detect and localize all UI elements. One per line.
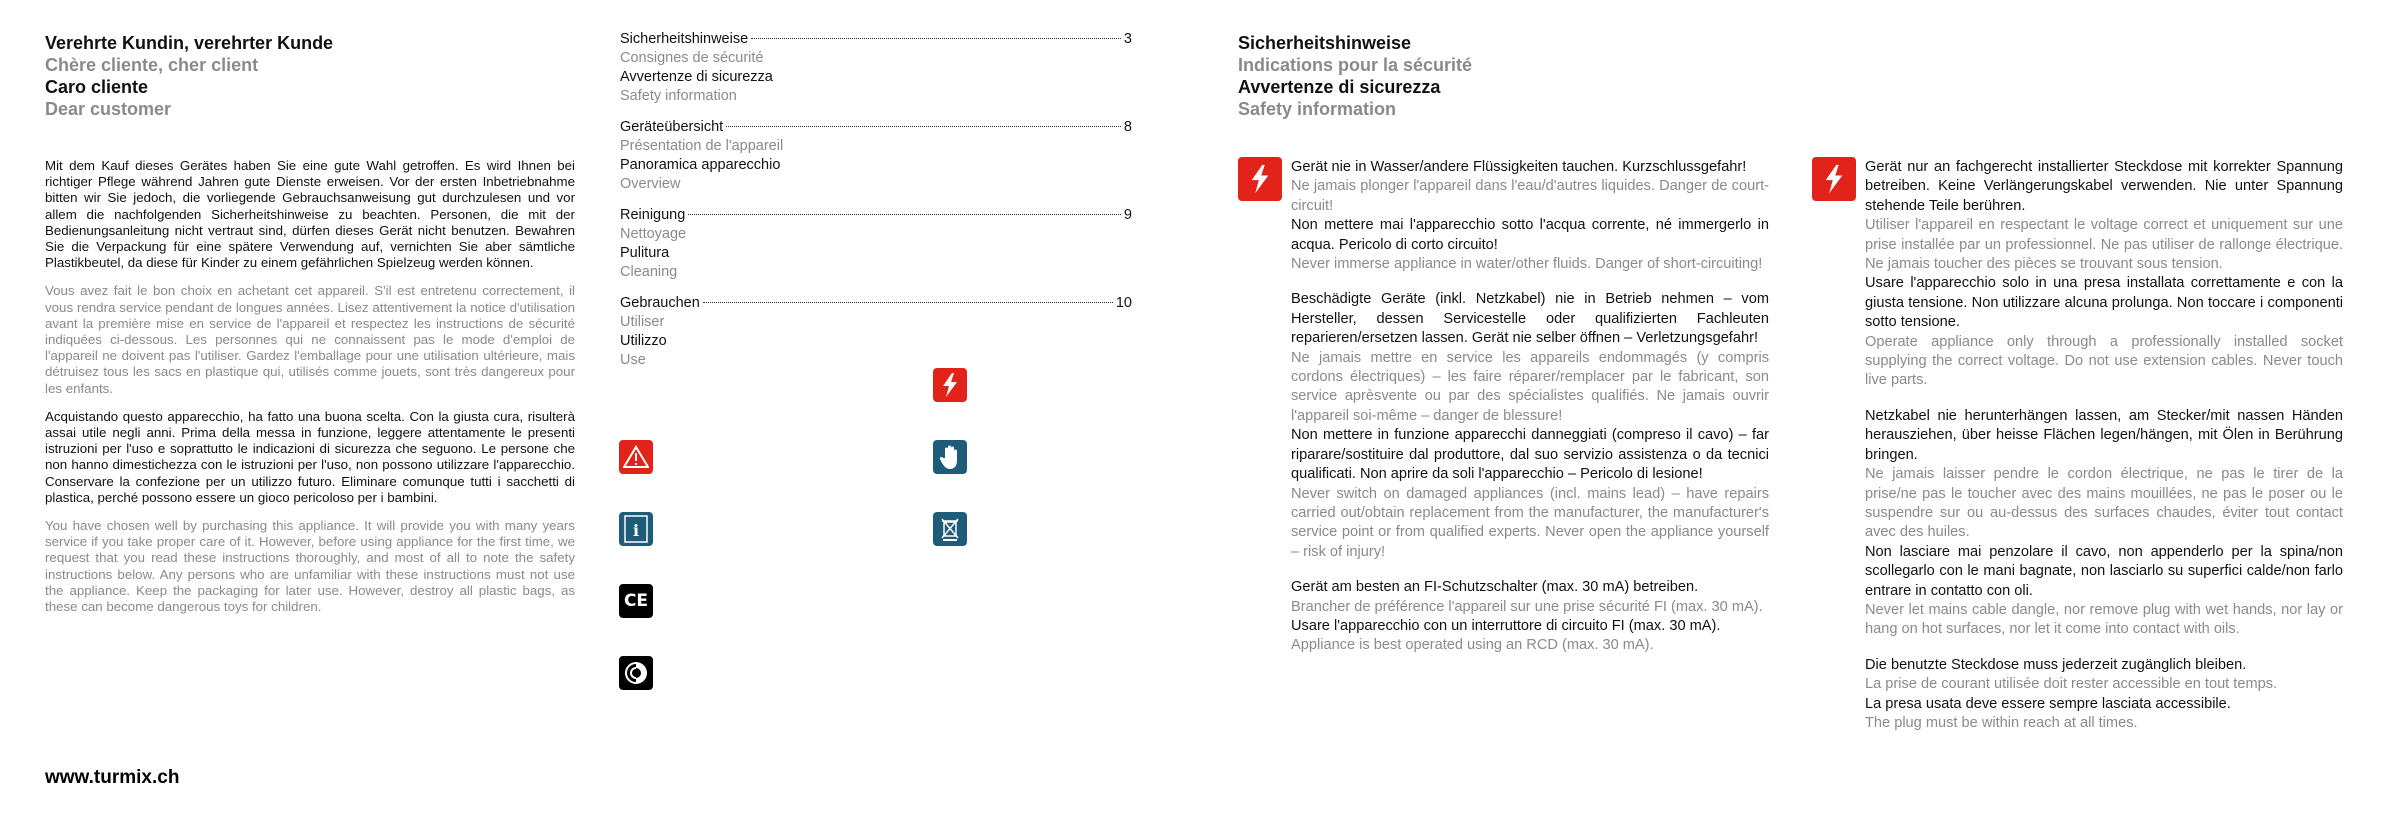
toc-page: 8: [1123, 119, 1132, 135]
lightning-icon: [1812, 157, 1856, 201]
safety-item-it: Non mettere mai l'apparecchio sotto l'acqua corrente, né immergerlo in acqua. Pericolo di corto circuito!: [1291, 217, 1769, 253]
safety-headings: [1238, 32, 1838, 120]
safety-item-en: Appliance is best operated using an RCD (max. 30 mA).: [1291, 637, 1654, 654]
table-of-contents: [620, 30, 1132, 370]
ce-mark-text: CE: [623, 591, 649, 611]
safety-right-column: [1865, 158, 2343, 733]
green-dot-icon: [619, 656, 653, 690]
safety-item-en: The plug must be within reach at all times.: [1865, 714, 2138, 731]
safety-item-de: Beschädigte Geräte (inkl. Netzkabel) nie in Betrieb nehmen – vom Hersteller, dessen Servicestelle oder qualifizierten Fachleuten reparieren/ersetzen lassen. Gerät nie selber öffnen – Verletzungsgefahr!: [1291, 291, 1769, 347]
safety-item-de: Gerät nur an fachgerecht installierter Steckdose mit korrekter Spannung betreiben. Keine Verlängerungskabel verwenden. Nie unter Spannung stehende Teile berühren.: [1865, 159, 2343, 214]
toc-page: 9: [1123, 207, 1132, 223]
intro-paragraph-de: Mit dem Kauf dieses Gerätes haben Sie eine gute Wahl getroffen. Es wird Ihnen bei richtiger Pflege während Jahren gute Dienste erweisen. Vor der ersten Inbetriebnahme bitten wir Sie jedoch, die vorliegende Gebrauchsanweisung gut durchzulesen und vor allem die nachfolgenden Sicherheitshinweise zu beachten. Personen, die mit der Bedienungsanleitung nicht vertraut sind, dürfen dieses Gerät nicht benutzen. Bewahren Sie die Verpackung für eine spätere Verwendung auf, vernichten Sie aber sämtliche Plastikbeutel, da diese für Kinder zu einem gefährlichen Spielzeug werden können.: [45, 158, 575, 271]
toc-title-en: Cleaning: [620, 264, 678, 280]
toc-entry[interactable]: [620, 118, 1132, 194]
info-icon-letter: i: [632, 521, 640, 540]
toc-title-fr: Consignes de sécurité: [620, 50, 764, 66]
intro-heading-de: Verehrte Kundin, verehrter Kunde: [45, 33, 334, 53]
toc-title: Geräteübersicht: [620, 119, 724, 135]
intro-heading-it: Caro cliente: [45, 77, 149, 97]
toc-title: Sicherheitshinweise: [620, 31, 749, 47]
safety-item-de: Die benutzte Steckdose muss jederzeit zugänglich bleiben.: [1865, 656, 2247, 673]
toc-title: Gebrauchen: [620, 295, 700, 311]
toc-title-it: Panoramica apparecchio: [620, 157, 781, 173]
lightning-icon: [1238, 157, 1282, 201]
ce-mark-icon: [619, 584, 653, 618]
info-icon: [619, 512, 653, 546]
toc-entry[interactable]: [620, 206, 1132, 282]
toc-page: 3: [1123, 31, 1132, 47]
safety-heading-it: Avvertenze di sicurezza: [1238, 77, 1441, 97]
safety-item-fr: Ne jamais mettre en service les appareils endommagés (y compris cordons électriques) – les faire réparer/remplacer par le fabricant, son service aprèsvente ou par des spécialistes qualifiés. Ne jamais ouvrir l'appareil soi-même – danger de blessure!: [1291, 349, 1769, 424]
toc-title-fr: Présentation de l'appareil: [620, 138, 784, 154]
toc-entry[interactable]: [620, 30, 1132, 106]
safety-heading-fr: Indications pour la sécurité: [1238, 55, 1473, 75]
safety-item-en: Never switch on damaged appliances (incl. mains lead) – have repairs carried out/obtain replacement from the manufacturer, the manufacturer's service point or from qualified experts. Never open the appliance yourself – risk of injury!: [1291, 485, 1769, 560]
intro-paragraphs: [45, 158, 575, 615]
safety-item-de: Gerät nie in Wasser/andere Flüssigkeiten tauchen. Kurzschlussgefahr!: [1291, 159, 1747, 175]
hand-icon: [933, 440, 967, 474]
safety-item-fr: Ne jamais laisser pendre le cordon électrique, ne pas le tirer de la prise/ne pas le toucher avec des mains mouillées, ne pas le poser ou le suspendre sur ou au-dessus des surfaces chaudes, éviter tout contact avec des huiles.: [1865, 466, 2343, 541]
website-link[interactable]: www.turmix.ch: [45, 767, 180, 788]
intro-column: [45, 32, 575, 120]
toc-title-fr: Nettoyage: [620, 226, 687, 242]
toc-entry[interactable]: [620, 294, 1132, 370]
toc-title-it: Pulitura: [620, 245, 670, 261]
intro-paragraph-it: Acquistando questo apparecchio, ha fatto una buona scelta. Con la giusta cura, risulterà assai utile negli anni. Prima della messa in funzione, leggere attentamente le presenti istruzioni per l'uso e soprattutto le indicazioni di sicurezza che seguono. Le persone che non hanno dimestichezza con le istruzioni per l'uso, non possono utilizzare l'apparecchio. Conservare la confezione per un utilizzo futuro. Eliminare comunque tutti i sacchetti di plastica, perché possono essere un gioco pericoloso per i bambini.: [45, 408, 575, 505]
safety-item-it: La presa usata deve essere sempre lasciata accessibile.: [1865, 695, 2231, 712]
safety-item-it: Usare l'apparecchio con un interruttore di circuito FI (max. 30 mA).: [1291, 617, 1721, 634]
toc-title-fr: Utiliser: [620, 314, 665, 330]
toc-title-it: Utilizzo: [620, 333, 667, 349]
safety-item-fr: Brancher de préférence l'appareil sur une prise sécurité FI (max. 30 mA).: [1291, 598, 1763, 615]
safety-item-en: Operate appliance only through a professionally installed socket supplying the correct voltage. Do not use extension cables. Never touch live parts.: [1865, 333, 2343, 389]
intro-paragraph-en: You have chosen well by purchasing this appliance. It will provide you with many years service if you take proper care of it. However, before using appliance for the first time, we request that you read these instructions thoroughly, and most of all to note the safety instructions below. Any persons who are unfamiliar with these instructions must not use the appliance. Keep the packaging for later use. However, destroy all plastic bags, as these can become dangerous toys for children.: [45, 518, 575, 615]
warning-triangle-icon: [619, 440, 653, 474]
intro-heading-en: Dear customer: [45, 99, 172, 119]
safety-item-en: Never let mains cable dangle, nor remove plug with wet hands, nor lay or hang on hot surfaces, nor let it come into contact with oils.: [1865, 601, 2343, 638]
safety-item-fr: Utiliser l'appareil en respectant le voltage correct et uniquement sur une prise installée par un professionnel. Ne pas utiliser de rallonge électrique. Ne jamais toucher des pièces se trouvant sous tension.: [1865, 217, 2343, 273]
lightning-icon: [933, 368, 967, 402]
toc-title: Reinigung: [620, 207, 686, 223]
toc-title-it: Avvertenze di sicurezza: [620, 69, 773, 85]
disposal-bin-icon: [933, 512, 967, 546]
intro-paragraph-fr: Vous avez fait le bon choix en achetant cet appareil. S'il est entretenu correctement, il vous rendra service pendant de longues années. Lisez attentivement la notice d'utilisation avant la première mise en service de l'appareil et respectez les instructions de sécurité indiquées ci-dessous. Les personnes qui ne connaissent pas le mode d'emploi de l'appareil ne doivent pas l'utiliser. Gardez l'emballage pour une utilisation ultérieure, mais détruisez tous les sacs en plastique qui, utilisés comme jouets, sont très dangereux pour les enfants.: [45, 283, 575, 396]
safety-item-it: Non mettere in funzione apparecchi danneggiati (compreso il cavo) – far riparare/sostituire dal produttore, dal suo servizio assistenza o da tecnici qualificati. Non aprire da soli l'apparecchio – Pericolo di lesione!: [1291, 427, 1769, 483]
toc-title-en: Use: [620, 352, 646, 368]
safety-heading-en: Safety information: [1238, 99, 1397, 119]
safety-item-fr: La prise de courant utilisée doit rester accessible en tout temps.: [1865, 676, 2278, 693]
safety-item-de: Netzkabel nie herunterhängen lassen, am Stecker/mit nassen Händen herausziehen, über heisse Flächen legen/hängen, mit Ölen in Berührung bringen.: [1865, 407, 2343, 463]
safety-heading-de: Sicherheitshinweise: [1238, 33, 1412, 53]
safety-item-en: Never immerse appliance in water/other fluids. Danger of short-circuiting!: [1291, 256, 1763, 273]
safety-item-fr: Ne jamais plonger l'appareil dans l'eau/d'autres liquides. Danger de court-circuit!: [1291, 178, 1769, 214]
toc-title-en: Safety information: [620, 88, 737, 104]
toc-title-en: Overview: [620, 176, 681, 192]
intro-heading-fr: Chère cliente, cher client: [45, 55, 259, 75]
safety-item-it: Usare l'apparecchio solo in una presa installata correttamente e con la giusta tensione. Non utilizzare alcuna prolunga. Non toccare i componenti sotto tensione.: [1865, 275, 2343, 331]
toc-page: 10: [1115, 295, 1132, 311]
safety-item-de: Gerät am besten an FI-Schutzschalter (max. 30 mA) betreiben.: [1291, 579, 1699, 596]
safety-left-column: [1291, 158, 1769, 656]
safety-item-it: Non lasciare mai penzolare il cavo, non appenderlo per la spina/non scollegarlo con le mani bagnate, non lasciarlo su superfici calde/non farlo entrare in contatto con oli.: [1865, 543, 2343, 599]
